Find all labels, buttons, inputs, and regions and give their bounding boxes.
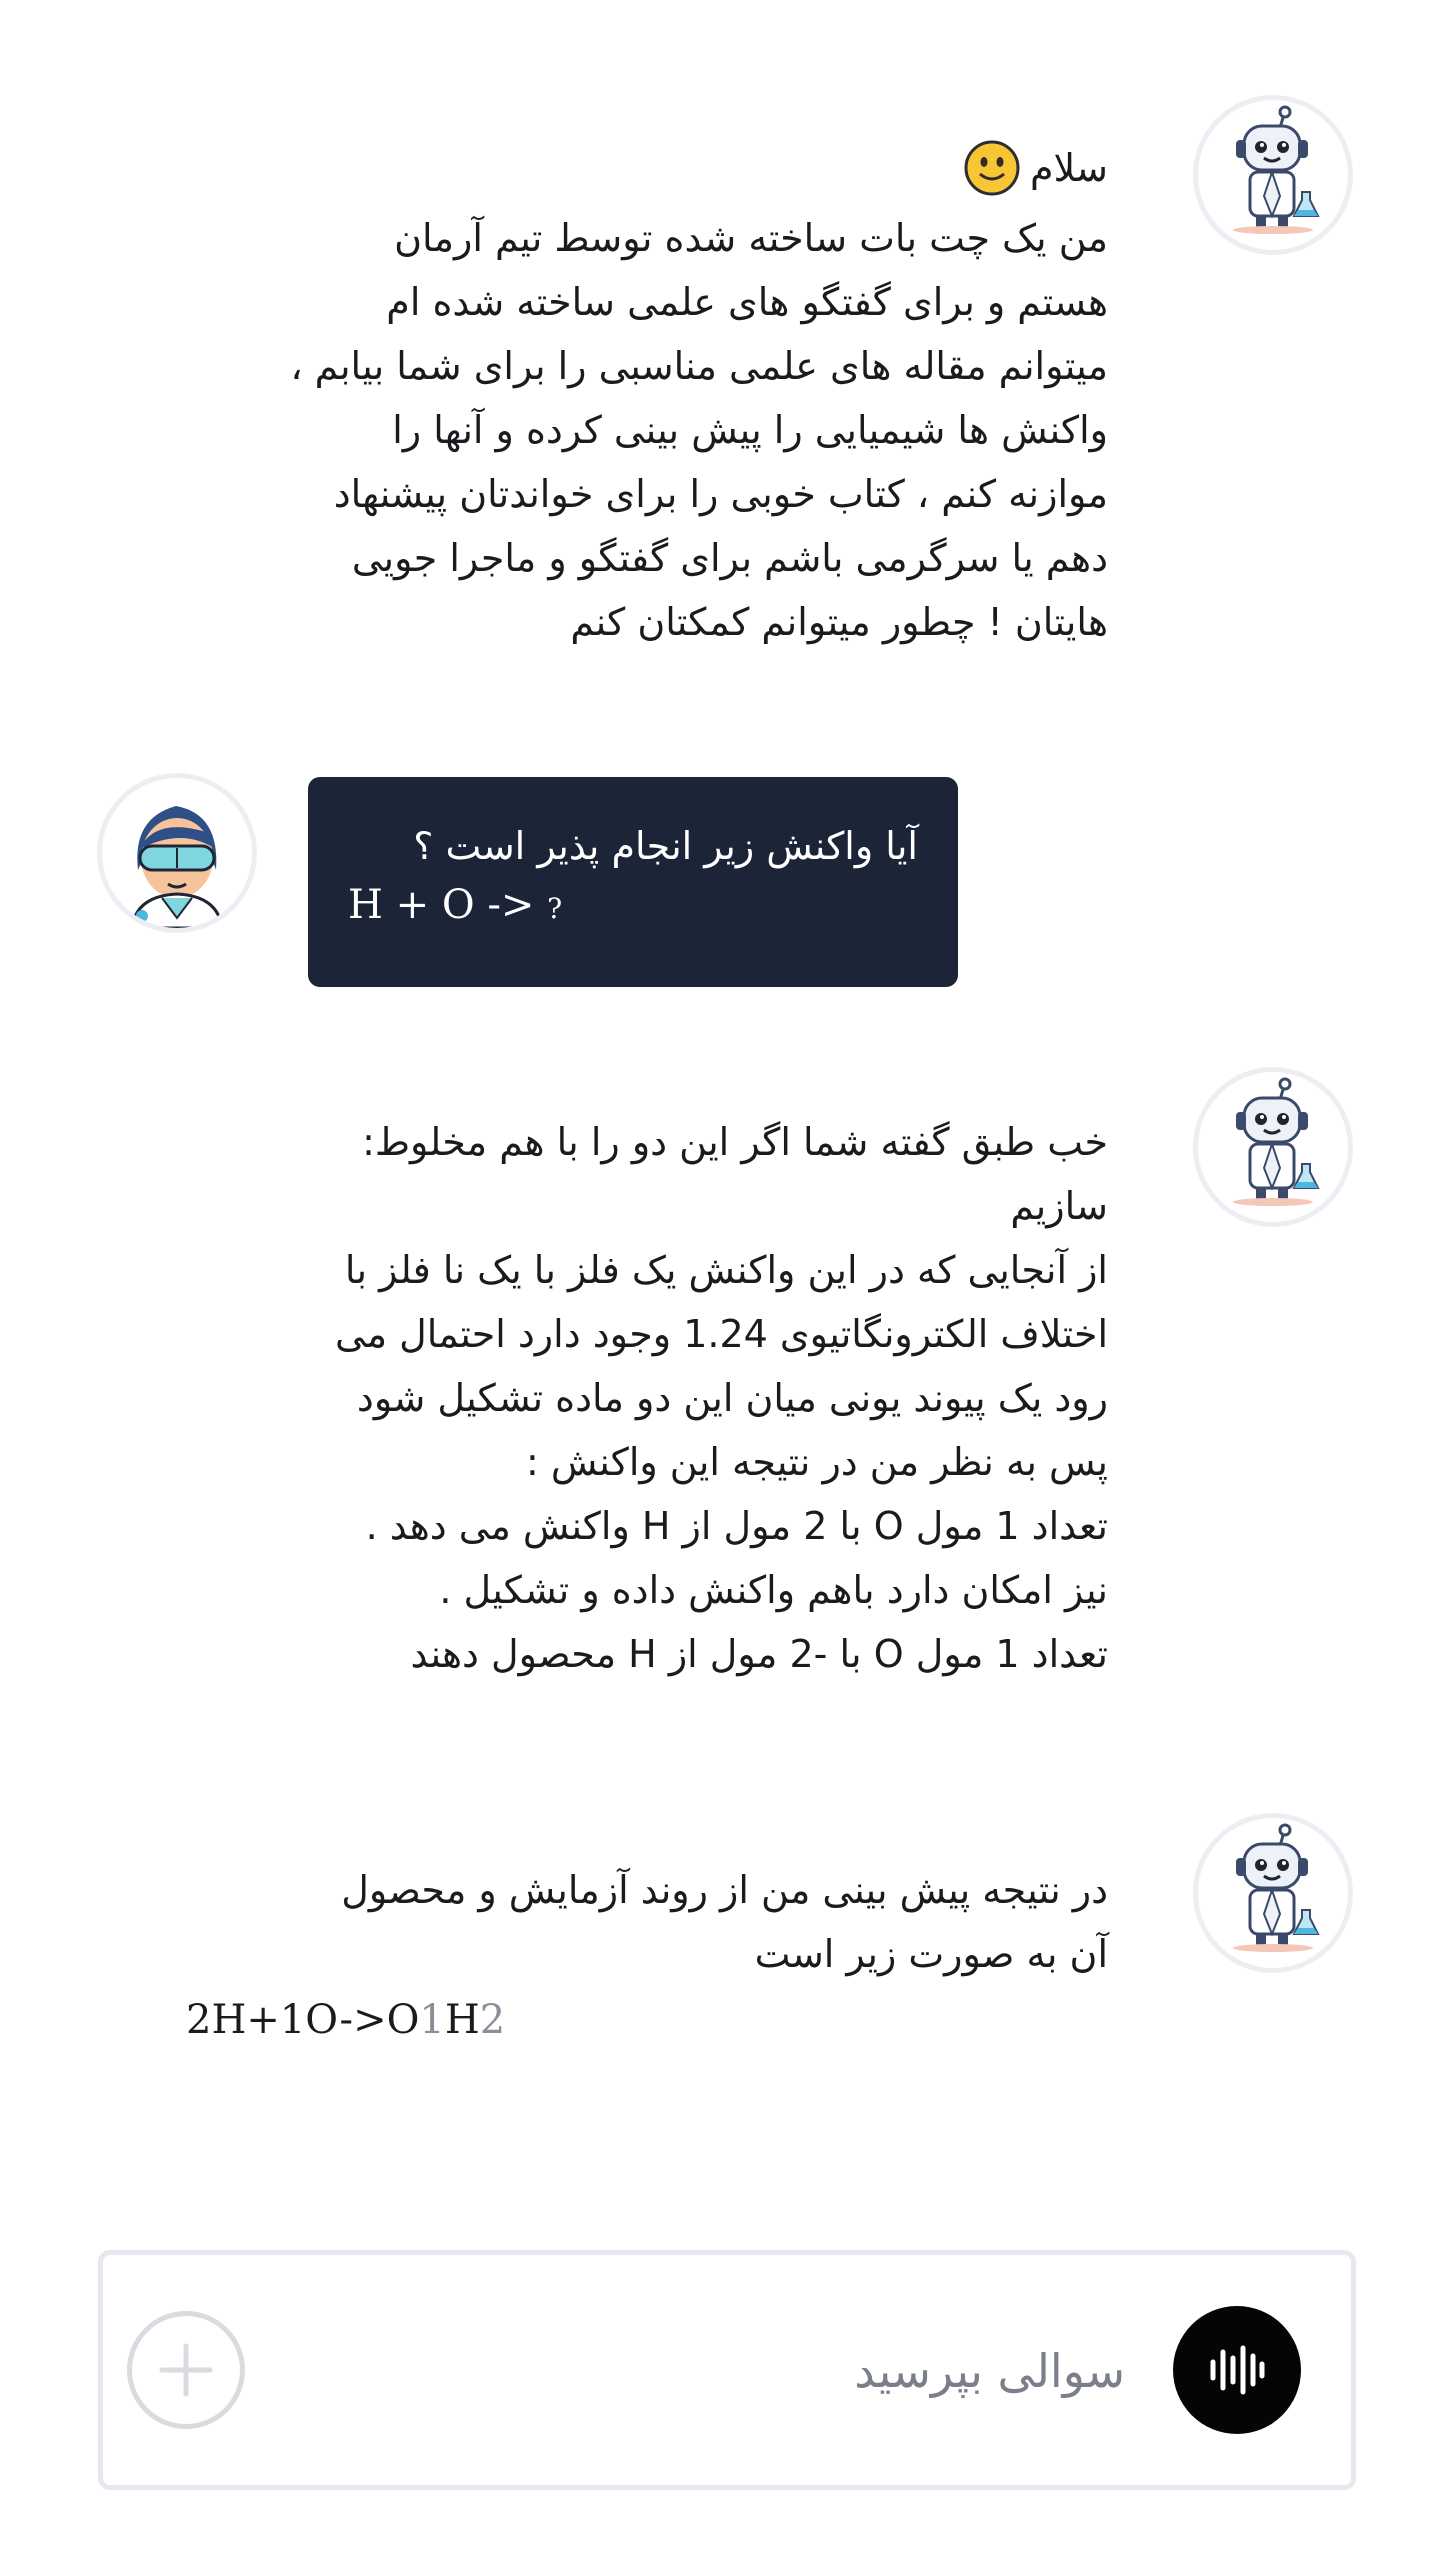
robot-scientist-icon xyxy=(1198,1818,1348,1968)
greeting-text: سلام xyxy=(1029,146,1108,190)
bot-message-1: من یک چت بات ساخته شده توسط تیم آرمان هستم و برای گفتگو های علمی ساخته شده ام میتوانم مقاله های علمی مناسبی را برای شما بیابم ، واکنش ها شیمیایی را پیش بینی کرده و آنها را موازنه کنم ، کتاب خوبی را برای خواندتان پیشنهاد دهم یا سرگرمی باشم برای گفتگو و ماجرا جویی هایتان ! چطور میتوانم کمکتان کنم xyxy=(290,216,1108,644)
reaction-formula xyxy=(186,1990,505,2050)
plus-icon xyxy=(156,2340,216,2400)
user-equation-main: H + O -> xyxy=(348,882,535,928)
smiley-emoji-icon xyxy=(964,140,1020,196)
formula-subscript-o: 1 xyxy=(419,1997,445,2043)
robot-scientist-icon xyxy=(1198,1072,1348,1222)
formula-h: H xyxy=(444,1997,480,2043)
user-message-bubble xyxy=(308,777,958,987)
formula-main: 2H+1O->O xyxy=(186,1997,420,2043)
attach-button[interactable] xyxy=(127,2311,245,2429)
bot-message-3: در نتیجه پیش بینی من از روند آزمایش و محصول آن به صورت زیر است xyxy=(341,1868,1108,1976)
bot-avatar xyxy=(1198,100,1348,250)
bot-avatar xyxy=(1198,1072,1348,1222)
sound-wave-icon xyxy=(1205,2338,1269,2402)
bot-avatar xyxy=(1198,1818,1348,1968)
formula-subscript-h: 2 xyxy=(479,1997,506,2043)
bot-greeting-line xyxy=(964,136,1108,200)
voice-button[interactable] xyxy=(1173,2306,1301,2434)
scientist-goggles-icon xyxy=(102,778,252,928)
message-composer xyxy=(98,2250,1356,2490)
bot-message-2: خب طبق گفته شما اگر این دو را با هم مخلوط: سازیم از آنجایی که در این واکنش یک فلز با یک نا فلز با اختلاف الکترونگاتیوی 1.24 وجود دارد احتمال می رود یک پیوند یونی میان این دو ماده تشکیل شود پس به نظر من در نتیجه این واکنش : تعداد 1 مول O با 2 مول از H واکنش می دهد . نیز امکان دارد باهم واکنش داده و تشکیل . تعداد 1 مول O با -2 مول از H محصول دهند xyxy=(335,1120,1108,1676)
user-equation-tail: ? xyxy=(547,892,563,925)
user-avatar xyxy=(102,778,252,928)
message-input[interactable] xyxy=(273,2325,1127,2417)
robot-scientist-icon xyxy=(1198,100,1348,250)
user-question-text: آیا واکنش زیر انجام پذیر است ؟ xyxy=(413,824,918,868)
user-equation xyxy=(348,875,918,939)
